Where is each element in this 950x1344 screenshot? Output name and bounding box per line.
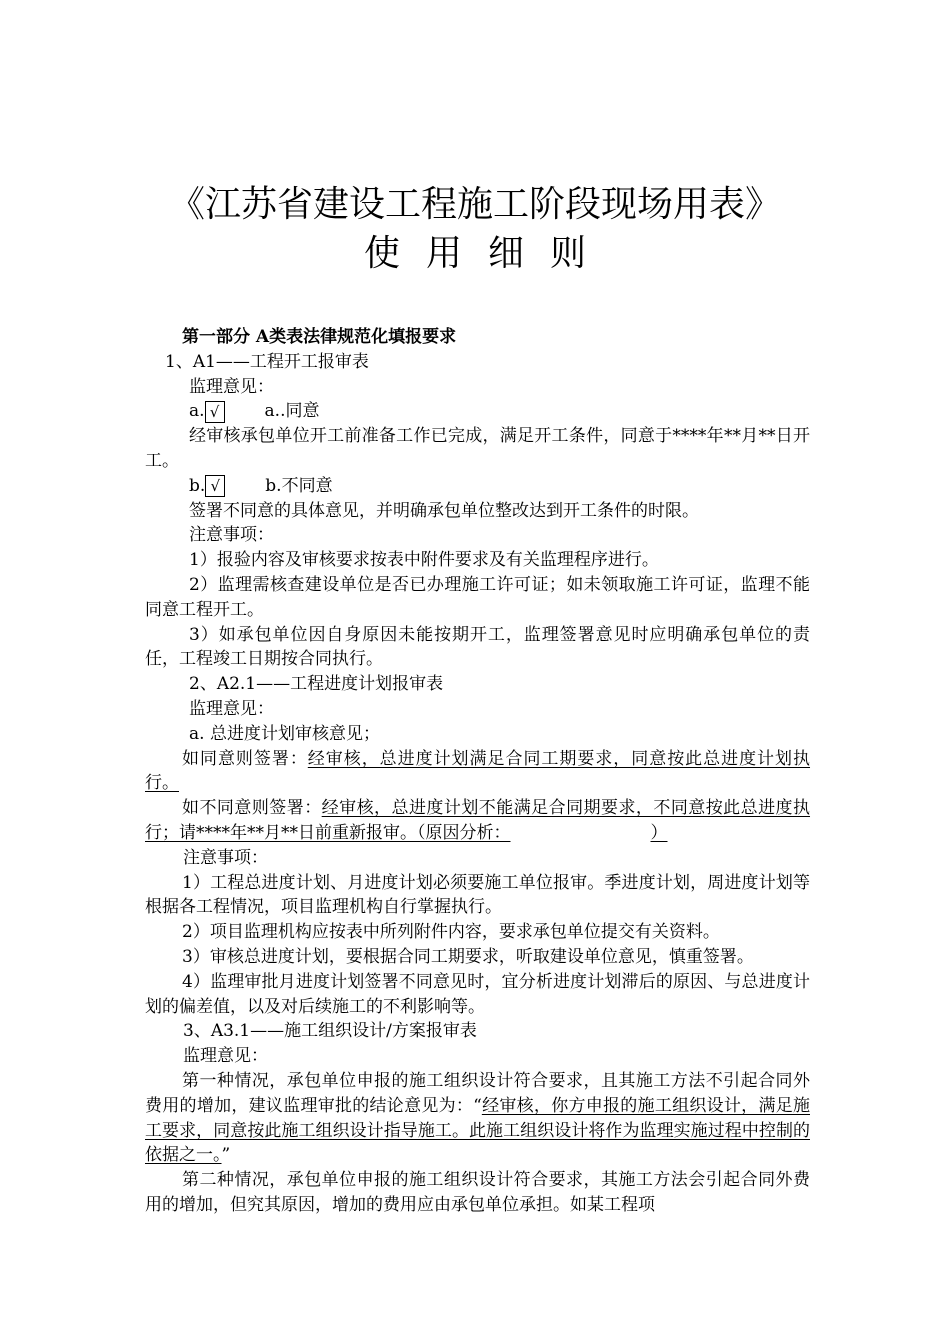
option-a-description: 经审核承包单位开工前准备工作已完成，满足开工条件，同意于****年**月**日开工。 (145, 426, 810, 471)
part-heading: 第一部分 A类表法律规范化填报要求 (182, 327, 457, 347)
section-heading-a31: 3、A3.1——施工组织设计/方案报审表 (183, 1021, 477, 1042)
opinion-label: 监理意见： (189, 698, 274, 719)
agree-label: 如同意则签署： (182, 748, 308, 769)
option-a-checkbox[interactable]: √ (205, 401, 225, 423)
notes-label: 注意事项： (183, 847, 268, 868)
option-a-prefix: a. (189, 401, 205, 422)
document-title: 《江苏省建设工程施工阶段现场用表》 (168, 184, 781, 225)
note-item: 2）项目监理机构应按表中所列附件内容，要求承包单位提交有关资料。 (182, 922, 720, 943)
agree-text: 经审核，总进度计划满足合同工期要求，同意按此总进度计划执行。 (145, 748, 811, 794)
notes-label: 注意事项： (189, 525, 274, 546)
case1-paragraph: 第一种情况，承包单位申报的施工组织设计符合要求，且其施工方法不引起合同外费用的增加，建议监理审批的结论意见为：“经审核，你方申报的施工组织设计，满足施工要求，同意按此施工组织设计指导施工。此施工组织设计将作为监理实施过程中控制的依据之一。” (145, 1070, 810, 1166)
document-body (145, 325, 810, 1218)
section-heading-a21: 2、A2.1——工程进度计划报审表 (189, 674, 444, 695)
option-b-label: b.不同意 (265, 475, 333, 496)
disagree-label: 如不同意则签署： (182, 798, 322, 819)
note-item: 4）监理审批月进度计划签署不同意见时，宜分析进度计划滞后的原因、与总进度计划的偏差值，以及对后续施工的不利影响等。 (145, 971, 810, 1017)
option-b-checkbox[interactable]: √ (205, 475, 225, 497)
case2-paragraph: 第二种情况，承包单位申报的施工组织设计符合要求，其施工方法会引起合同外费用的增加，但究其原因，增加的费用应由承包单位承担。如某工程项 (145, 1170, 810, 1215)
note-item: 1）工程总进度计划、月进度计划必须要施工单位报审。季进度计划，周进度计划等根据各工程情况，项目监理机构自行掌握执行。 (145, 872, 810, 918)
option-a-row (145, 399, 810, 424)
note-item: 2）监理需核查建设单位是否已办理施工许可证；如未领取施工许可证，监理不能同意工程开工。 (145, 574, 810, 620)
option-b-prefix: b. (189, 475, 206, 496)
opinion-label: 监理意见： (183, 1046, 268, 1067)
disagree-paragraph (145, 796, 810, 846)
note-item: 3）审核总进度计划，要根据合同工期要求，听取建设单位意见，慎重签署。 (182, 946, 754, 967)
option-b-description: 签署不同意的具体意见，并明确承包单位整改达到开工条件的时限。 (189, 500, 699, 521)
agree-paragraph (145, 747, 810, 797)
option-a-label: a..同意 (264, 401, 320, 422)
note-item: 1）报验内容及审核要求按表中附件要求及有关监理程序进行。 (189, 550, 659, 571)
disagree-text: 经审核，总进度计划不能满足合同期要求，不同意按此总进度执行；请****年**月**日前重新报审。（原因分析： ） (145, 798, 811, 843)
opinion-label: 监理意见： (189, 376, 274, 397)
document-subtitle: 使用细则 (363, 233, 612, 274)
note-item: 3）如承包单位因自身原因未能按期开工，监理签署意见时应明确承包单位的责任，工程竣工日期按合同执行。 (145, 624, 810, 670)
case1-quote: 经审核，你方申报的施工组织设计，满足施工要求，同意按此施工组织设计指导施工。此施工组织设计将作为监理实施过程中控制的依据之一。 (145, 1095, 810, 1166)
item-a: a. 总进度计划审核意见； (189, 723, 380, 744)
option-b-row (145, 474, 810, 499)
section-heading-a1: 1、A1——工程开工报审表 (165, 351, 369, 372)
